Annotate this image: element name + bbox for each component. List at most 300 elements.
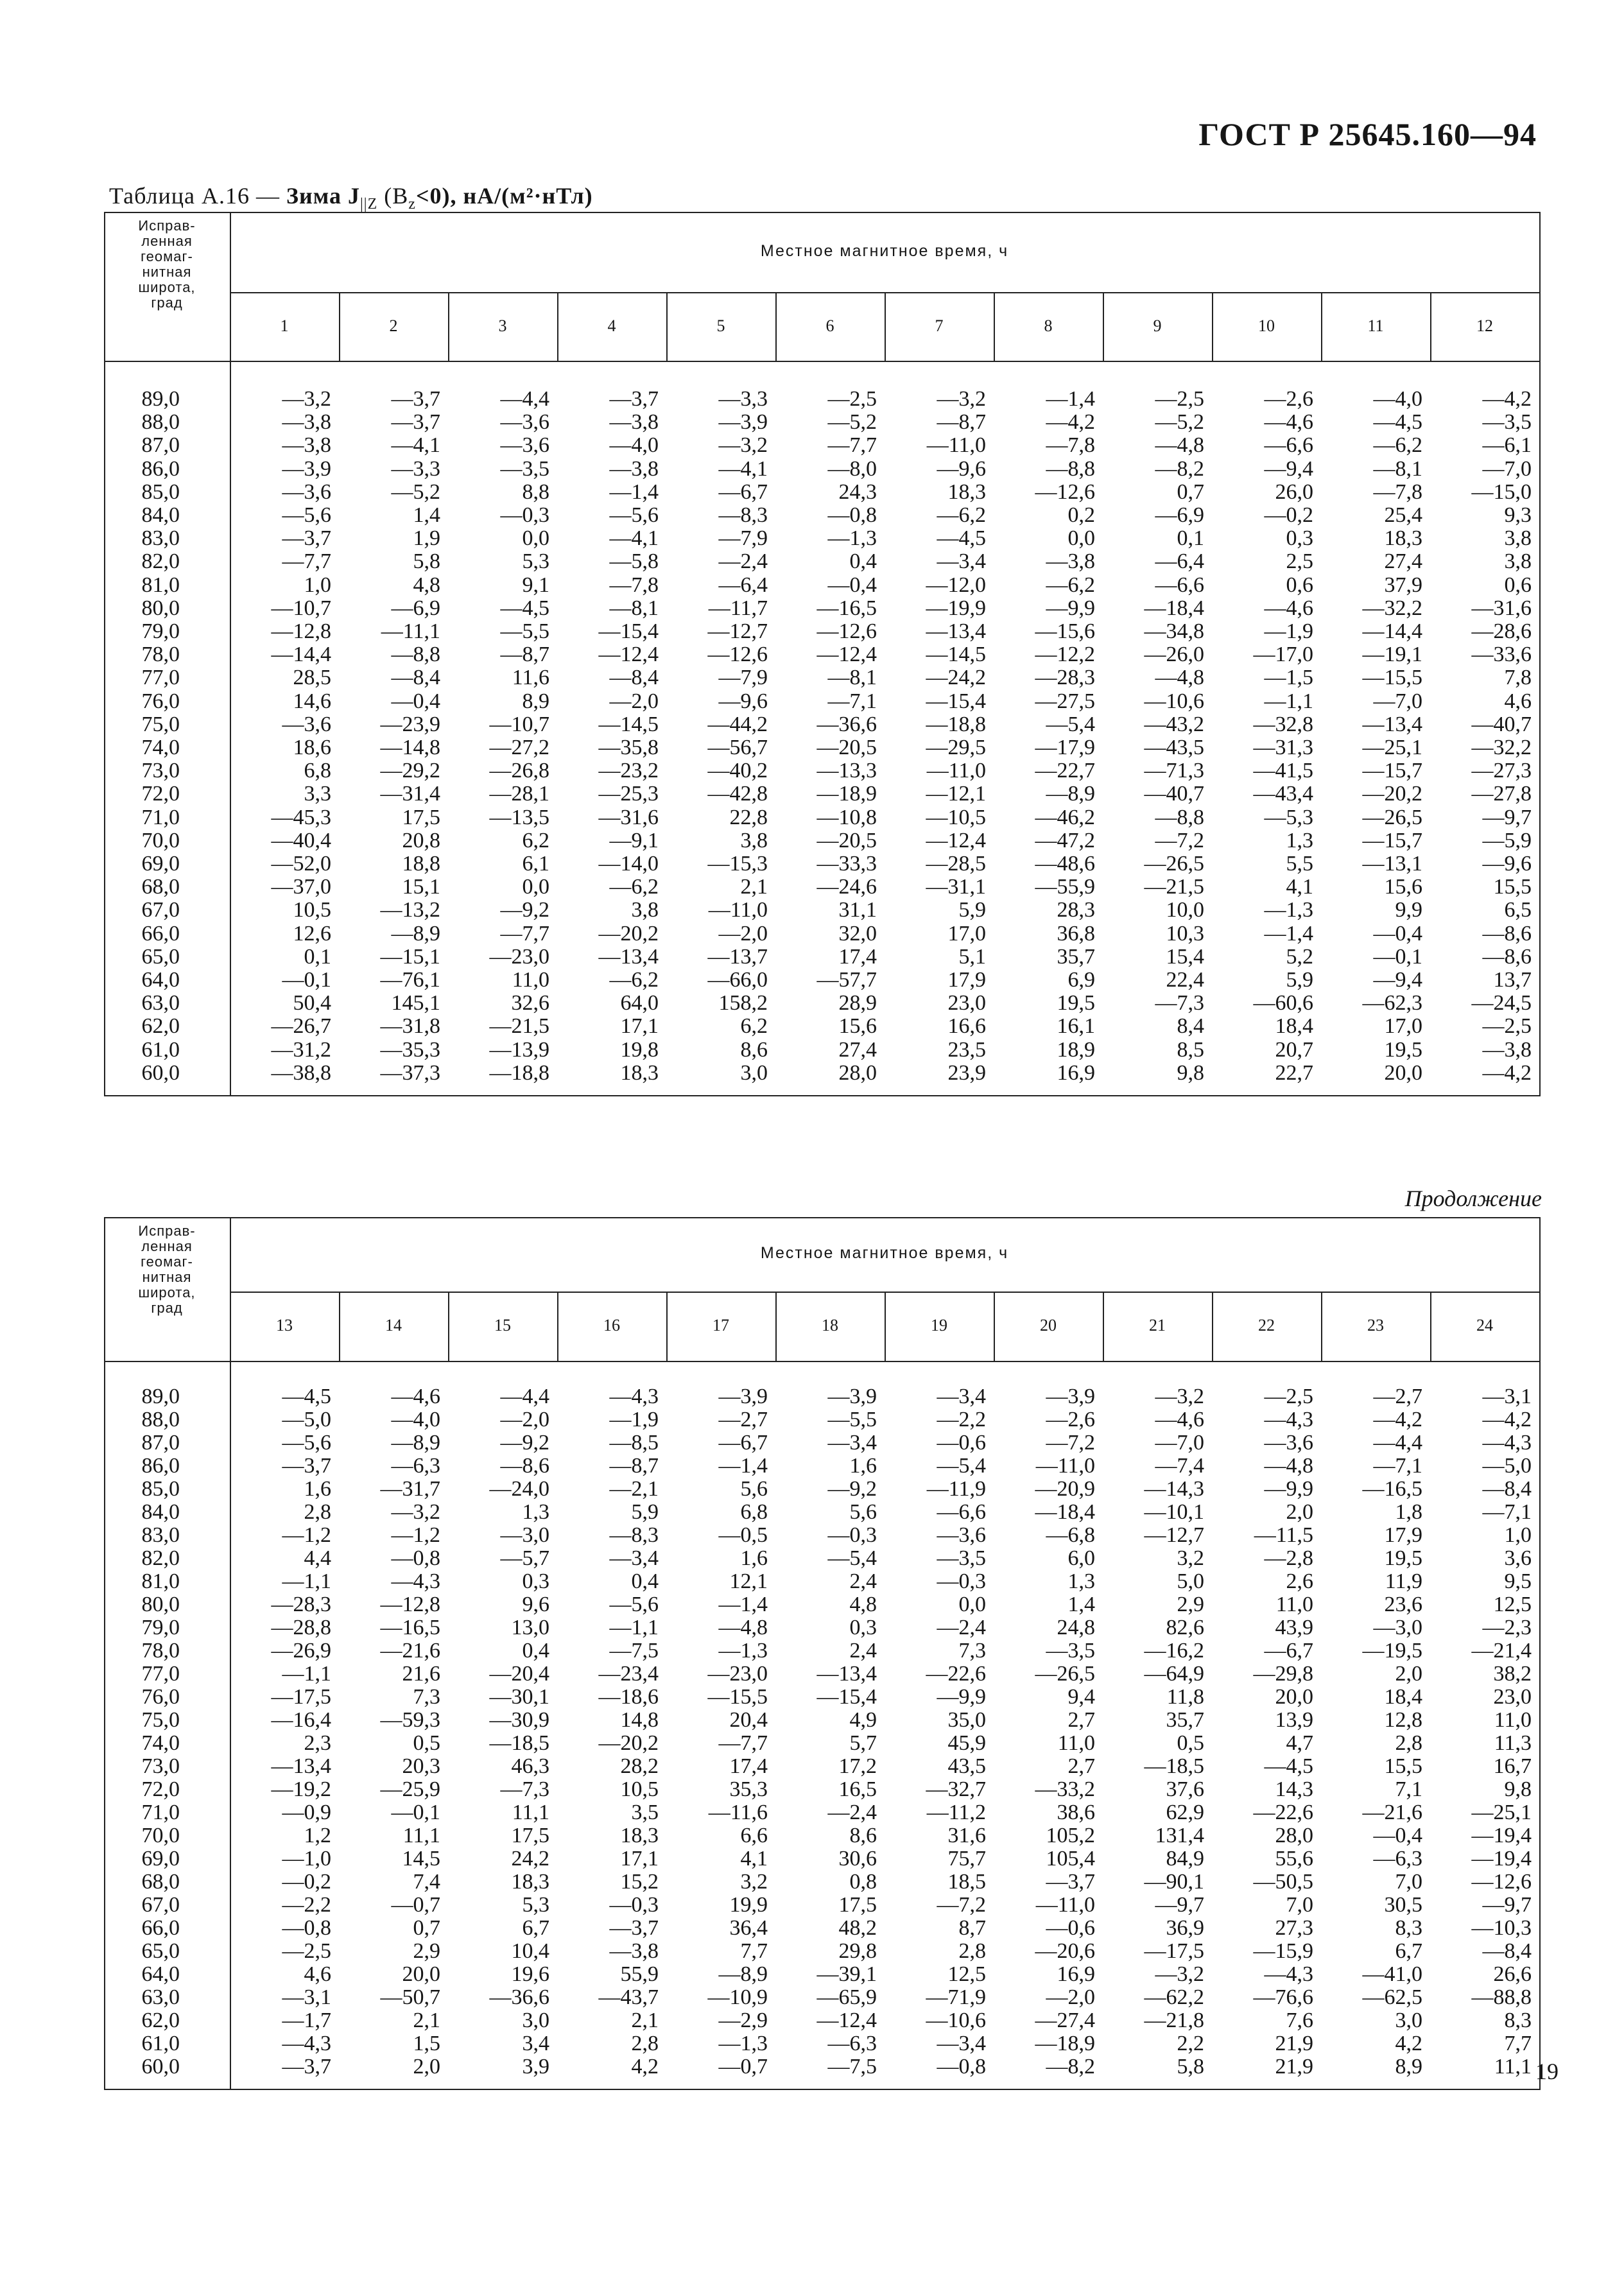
value-cell: —0,8 <box>937 2055 986 2079</box>
value-cell: —12,6 <box>707 643 768 667</box>
value-cell: 2,0 <box>1395 1662 1422 1686</box>
latitude-cell: 69,0 <box>141 852 180 876</box>
hour-column-header: 14 <box>385 1316 402 1335</box>
value-cell: 2,5 <box>1286 549 1313 574</box>
value-cell: —1,4 <box>1264 921 1313 946</box>
value-cell: 11,1 <box>512 1801 549 1824</box>
value-cell: —2,7 <box>718 1408 768 1431</box>
value-cell: —7,8 <box>1046 433 1095 458</box>
value-cell: 6,0 <box>1067 1546 1095 1570</box>
caption-formula: Зима J <box>286 183 360 209</box>
table-row <box>104 411 1541 434</box>
table-row <box>104 666 1541 689</box>
value-cell: —76,6 <box>1253 1985 1313 2009</box>
value-cell: 15,5 <box>1493 875 1532 899</box>
value-cell: 11,8 <box>1166 1685 1204 1709</box>
value-cell: 24,3 <box>838 480 877 504</box>
value-cell: —6,3 <box>1373 1847 1422 1871</box>
table-row <box>104 1039 1541 1062</box>
value-cell: 17,5 <box>511 1824 549 1847</box>
value-cell: —31,3 <box>1253 736 1313 759</box>
value-cell: —9,2 <box>500 898 549 922</box>
value-cell: —26,0 <box>1144 643 1204 667</box>
value-cell: —4,0 <box>1373 387 1422 411</box>
value-cell: —5,4 <box>937 1454 986 1478</box>
value-cell: —17,5 <box>271 1685 331 1709</box>
value-cell: —0,4 <box>391 689 440 713</box>
value-cell: —4,1 <box>718 456 768 481</box>
hour-column-header: 5 <box>716 316 725 335</box>
value-cell: —22,6 <box>1253 1801 1313 1824</box>
value-cell: —10,9 <box>707 1985 768 2009</box>
value-cell: —4,8 <box>1264 1454 1313 1478</box>
value-cell: —31,4 <box>380 782 440 806</box>
value-cell: 5,0 <box>1177 1569 1204 1593</box>
table-row <box>104 1709 1541 1732</box>
value-cell: —3,8 <box>282 410 331 435</box>
table-row <box>104 1801 1541 1824</box>
value-cell: —8,0 <box>827 456 877 481</box>
value-cell: 2,2 <box>1177 2032 1204 2055</box>
value-cell: 19,5 <box>1384 1037 1422 1062</box>
value-cell: 15,5 <box>1384 1754 1422 1778</box>
value-cell: —62,5 <box>1362 1985 1422 2009</box>
latitude-cell: 65,0 <box>141 1939 180 1963</box>
value-cell: —27,5 <box>1035 689 1095 713</box>
value-cell: 55,6 <box>1275 1847 1313 1871</box>
caption-prefix: Таблица А.16 — <box>109 183 286 209</box>
value-cell: —2,8 <box>1264 1546 1313 1570</box>
value-cell: 11,1 <box>1494 2055 1532 2079</box>
table-row <box>104 1062 1541 1085</box>
value-cell: 1,3 <box>522 1500 549 1524</box>
value-cell: —3,3 <box>718 387 768 411</box>
value-cell: —2,4 <box>718 549 768 574</box>
value-cell: —20,4 <box>489 1662 549 1686</box>
value-cell: —18,9 <box>816 782 877 806</box>
value-cell: 20,4 <box>729 1708 768 1732</box>
value-cell: —3,6 <box>937 1523 986 1547</box>
value-cell: —2,2 <box>282 1893 331 1917</box>
latitude-cell: 66,0 <box>141 1916 180 1940</box>
table-row <box>104 574 1541 597</box>
value-cell: 3,0 <box>522 2009 549 2032</box>
value-cell: —6,1 <box>1482 433 1532 458</box>
table-row <box>104 992 1541 1015</box>
value-cell: —31,6 <box>598 805 659 829</box>
value-cell: 38,6 <box>1057 1801 1095 1824</box>
value-cell: —1,3 <box>718 2032 768 2055</box>
value-cell: —25,9 <box>380 1777 440 1801</box>
value-cell: —10,7 <box>489 712 549 736</box>
table-row <box>104 922 1541 946</box>
value-cell: 4,1 <box>740 1847 768 1871</box>
value-cell: 11,0 <box>1275 1593 1313 1616</box>
value-cell: —6,4 <box>1155 549 1204 574</box>
value-cell: —3,8 <box>1482 1037 1532 1062</box>
value-cell: 0,0 <box>1067 526 1095 551</box>
value-cell: —1,9 <box>1264 619 1313 643</box>
value-cell: —3,8 <box>609 1939 659 1963</box>
value-cell: 3,4 <box>522 2032 549 2055</box>
value-cell: —5,4 <box>827 1546 877 1570</box>
value-cell: —4,8 <box>1155 666 1204 690</box>
value-cell: —8,4 <box>1482 1939 1532 1963</box>
value-cell: —20,2 <box>598 1731 659 1755</box>
value-cell: —43,4 <box>1253 782 1313 806</box>
value-cell: 16,1 <box>1057 1014 1095 1039</box>
value-cell: —4,2 <box>1482 1060 1532 1085</box>
value-cell: 7,3 <box>413 1685 440 1709</box>
value-cell: —13,9 <box>489 1037 549 1062</box>
value-cell: 24,2 <box>511 1847 549 1871</box>
value-cell: —12,6 <box>1035 480 1095 504</box>
value-cell: —2,1 <box>609 1477 659 1501</box>
hour-column-header: 22 <box>1258 1316 1275 1335</box>
value-cell: —4,2 <box>1046 410 1095 435</box>
value-cell: —16,5 <box>816 596 877 620</box>
table-row <box>104 1778 1541 1801</box>
value-cell: 22,8 <box>729 805 768 829</box>
latitude-cell: 87,0 <box>141 1431 180 1455</box>
value-cell: —9,2 <box>827 1477 877 1501</box>
latitude-cell: 61,0 <box>141 2032 180 2055</box>
value-cell: —3,7 <box>391 410 440 435</box>
table-row <box>104 550 1541 573</box>
value-cell: 17,5 <box>838 1893 877 1917</box>
value-cell: 1,4 <box>1067 1593 1095 1616</box>
value-cell: 4,6 <box>1504 689 1532 713</box>
value-cell: —0,1 <box>1373 944 1422 969</box>
value-cell: —12,6 <box>816 619 877 643</box>
value-cell: —10,7 <box>271 596 331 620</box>
value-cell: —3,2 <box>1155 1385 1204 1408</box>
page-number: 19 <box>1535 2059 1559 2084</box>
value-cell: 23,0 <box>1493 1685 1532 1709</box>
value-cell: —8,4 <box>609 666 659 690</box>
value-cell: —4,6 <box>1155 1408 1204 1431</box>
value-cell: —3,6 <box>282 480 331 504</box>
value-cell: —7,7 <box>282 549 331 574</box>
value-cell: 2,8 <box>958 1939 986 1963</box>
value-cell: —0,6 <box>1046 1916 1095 1940</box>
value-cell: 16,7 <box>1493 1754 1532 1778</box>
value-cell: 48,2 <box>838 1916 877 1940</box>
value-cell: —9,4 <box>1264 456 1313 481</box>
local-time-header: Местное магнитное время, ч <box>760 241 1009 260</box>
value-cell: —57,7 <box>816 968 877 992</box>
value-cell: 36,9 <box>1166 1916 1204 1940</box>
table-row <box>104 713 1541 736</box>
value-cell: 10,5 <box>293 898 331 922</box>
latitude-cell: 63,0 <box>141 991 180 1016</box>
latitude-header-line: геомаг- <box>141 248 193 264</box>
latitude-cell: 82,0 <box>141 1546 180 1570</box>
value-cell: 1,0 <box>304 573 331 597</box>
value-cell: —8,4 <box>1482 1477 1532 1501</box>
value-cell: 17,0 <box>947 921 986 946</box>
value-cell: —0,5 <box>718 1523 768 1547</box>
value-cell: 7,8 <box>1504 666 1532 690</box>
table-row <box>104 1616 1541 1639</box>
value-cell: —3,6 <box>1264 1431 1313 1455</box>
value-cell: 35,7 <box>1166 1708 1204 1732</box>
value-cell: 2,7 <box>1067 1754 1095 1778</box>
value-cell: —25,1 <box>1362 736 1422 759</box>
value-cell: —11,5 <box>1254 1523 1313 1547</box>
value-cell: —60,6 <box>1253 991 1313 1016</box>
document-header: ГОСТ Р 25645.160—94 <box>1198 116 1537 152</box>
latitude-cell: 73,0 <box>141 1754 180 1778</box>
value-cell: —3,9 <box>1046 1385 1095 1408</box>
latitude-cell: 77,0 <box>141 666 180 690</box>
latitude-cell: 74,0 <box>141 736 180 759</box>
table-row <box>104 481 1541 504</box>
value-cell: —6,3 <box>827 2032 877 2055</box>
value-cell: —5,6 <box>282 503 331 527</box>
value-cell: 5,2 <box>1286 944 1313 969</box>
value-cell: —2,5 <box>1264 1385 1313 1408</box>
value-cell: 8,9 <box>1395 2055 1422 2079</box>
value-cell: 0,1 <box>304 944 331 969</box>
value-cell: 15,6 <box>1384 875 1422 899</box>
value-cell: —3,5 <box>500 456 549 481</box>
value-cell: 18,9 <box>1057 1037 1095 1062</box>
value-cell: —16,5 <box>1362 1477 1422 1501</box>
value-cell: —13,4 <box>816 1662 877 1686</box>
value-cell: —0,3 <box>609 1893 659 1917</box>
value-cell: —12,4 <box>816 2009 877 2032</box>
table-row <box>104 829 1541 852</box>
value-cell: 3,6 <box>1504 1546 1532 1570</box>
table-row <box>104 620 1541 643</box>
value-cell: —7,2 <box>937 1893 986 1917</box>
latitude-header-line: град <box>151 1300 183 1316</box>
latitude-cell: 67,0 <box>141 1893 180 1917</box>
value-cell: —9,6 <box>1482 852 1532 876</box>
value-cell: 37,9 <box>1384 573 1422 597</box>
hour-column-header: 3 <box>498 316 507 335</box>
value-cell: 2,4 <box>849 1569 877 1593</box>
value-cell: 1,0 <box>1504 1523 1532 1547</box>
value-cell: —44,2 <box>707 712 768 736</box>
value-cell: —13,4 <box>271 1754 331 1778</box>
table-caption <box>109 182 593 213</box>
value-cell: 6,2 <box>522 828 549 852</box>
value-cell: —43,5 <box>1144 736 1204 759</box>
value-cell: —29,8 <box>1253 1662 1313 1686</box>
value-cell: 17,9 <box>947 968 986 992</box>
value-cell: 35,3 <box>729 1777 768 1801</box>
table-row <box>104 946 1541 969</box>
latitude-header-line: Исправ- <box>138 218 196 234</box>
value-cell: 45,9 <box>947 1731 986 1755</box>
value-cell: —3,7 <box>1046 1870 1095 1894</box>
value-cell: —11,0 <box>926 759 986 783</box>
value-cell: 30,5 <box>1384 1893 1422 1917</box>
value-cell: —15,5 <box>707 1685 768 1709</box>
value-cell: 11,9 <box>1385 1569 1422 1593</box>
value-cell: —64,9 <box>1144 1662 1204 1686</box>
value-cell: 13,7 <box>1493 968 1532 992</box>
value-cell: —3,1 <box>282 1985 331 2009</box>
value-cell: —0,4 <box>827 573 877 597</box>
value-cell: —4,8 <box>1155 433 1204 458</box>
value-cell: 8,5 <box>1177 1037 1204 1062</box>
value-cell: —12,1 <box>926 782 986 806</box>
value-cell: 0,3 <box>522 1569 549 1593</box>
value-cell: —1,2 <box>282 1523 331 1547</box>
value-cell: —32,7 <box>926 1777 986 1801</box>
value-cell: —3,2 <box>282 387 331 411</box>
value-cell: —21,8 <box>1144 2009 1204 2032</box>
value-cell: —37,3 <box>380 1060 440 1085</box>
hour-column-header: 6 <box>825 316 834 335</box>
value-cell: —15,6 <box>1035 619 1095 643</box>
value-cell: —4,0 <box>609 433 659 458</box>
value-cell: —4,5 <box>937 526 986 551</box>
value-cell: —7,5 <box>609 1639 659 1663</box>
value-cell: —31,7 <box>380 1477 440 1501</box>
value-cell: 12,5 <box>1493 1593 1532 1616</box>
value-cell: —18,4 <box>1144 596 1204 620</box>
value-cell: 2,8 <box>631 2032 659 2055</box>
value-cell: —18,4 <box>1035 1500 1095 1524</box>
table-row <box>104 1755 1541 1778</box>
table-row <box>104 527 1541 550</box>
value-cell: 16,9 <box>1057 1060 1095 1085</box>
value-cell: 105,2 <box>1046 1824 1095 1847</box>
table-row <box>104 1686 1541 1709</box>
value-cell: —3,5 <box>937 1546 986 1570</box>
value-cell: 27,4 <box>1384 549 1422 574</box>
value-cell: 43,9 <box>1275 1616 1313 1639</box>
value-cell: —3,4 <box>937 1385 986 1408</box>
value-cell: —3,7 <box>282 526 331 551</box>
value-cell: 20,7 <box>1275 1037 1313 1062</box>
latitude-cell: 76,0 <box>141 1685 180 1709</box>
value-cell: —27,4 <box>1035 2009 1095 2032</box>
latitude-cell: 83,0 <box>141 1523 180 1547</box>
value-cell: —0,4 <box>1373 921 1422 946</box>
hour-column-header: 13 <box>276 1316 293 1335</box>
latitude-cell: 80,0 <box>141 596 180 620</box>
value-cell: —18,8 <box>489 1060 549 1085</box>
value-cell: 19,5 <box>1384 1546 1422 1570</box>
value-cell: 3,0 <box>1395 2009 1422 2032</box>
value-cell: —5,0 <box>1482 1454 1532 1478</box>
value-cell: —19,5 <box>1362 1639 1422 1663</box>
value-cell: —15,0 <box>1471 480 1532 504</box>
hour-column-header: 1 <box>280 316 289 335</box>
value-cell: —37,0 <box>271 875 331 899</box>
value-cell: —6,4 <box>718 573 768 597</box>
value-cell: —28,5 <box>926 852 986 876</box>
value-cell: —2,5 <box>827 387 877 411</box>
data-table-part2 <box>104 1217 1541 2089</box>
table-row <box>104 504 1541 527</box>
value-cell: —1,9 <box>609 1408 659 1431</box>
value-cell: 7,7 <box>740 1939 768 1963</box>
value-cell: 23,5 <box>947 1037 986 1062</box>
latitude-cell: 79,0 <box>141 619 180 643</box>
value-cell: 18,3 <box>511 1870 549 1894</box>
value-cell: —3,7 <box>609 387 659 411</box>
value-cell: 27,3 <box>1275 1916 1313 1940</box>
value-cell: —40,7 <box>1471 712 1532 736</box>
value-cell: 9,9 <box>1395 898 1422 922</box>
table-row <box>104 1894 1541 1917</box>
value-cell: —11,0 <box>1035 1893 1095 1917</box>
header-bottom-rule <box>104 361 1539 362</box>
table-row <box>104 1547 1541 1570</box>
value-cell: —7,7 <box>827 433 877 458</box>
value-cell: 20,0 <box>402 1962 440 1986</box>
value-cell: —4,3 <box>609 1385 659 1408</box>
latitude-cell: 70,0 <box>141 1824 180 1847</box>
value-cell: 16,9 <box>1057 1962 1095 1986</box>
value-cell: —52,0 <box>271 852 331 876</box>
value-cell: 14,6 <box>293 689 331 713</box>
value-cell: 18,6 <box>293 736 331 759</box>
table-row <box>104 1455 1541 1478</box>
value-cell: —2,4 <box>827 1801 877 1824</box>
value-cell: 5,8 <box>1177 2055 1204 2079</box>
latitude-cell: 78,0 <box>141 1639 180 1663</box>
value-cell: —7,1 <box>827 689 877 713</box>
latitude-cell: 71,0 <box>141 1801 180 1824</box>
value-cell: 21,9 <box>1275 2032 1313 2055</box>
value-cell: 2,1 <box>740 875 768 899</box>
value-cell: —8,1 <box>827 666 877 690</box>
value-cell: 31,1 <box>838 898 877 922</box>
value-cell: —2,4 <box>937 1616 986 1639</box>
value-cell: —10,6 <box>926 2009 986 2032</box>
value-cell: 4,8 <box>413 573 440 597</box>
value-cell: —3,7 <box>391 387 440 411</box>
value-cell: —3,6 <box>500 433 549 458</box>
value-cell: 46,3 <box>511 1754 549 1778</box>
value-cell: —3,9 <box>718 410 768 435</box>
value-cell: —5,2 <box>1155 410 1204 435</box>
value-cell: —4,2 <box>1373 1408 1422 1431</box>
value-cell: —1,5 <box>1264 666 1313 690</box>
value-cell: —9,6 <box>718 689 768 713</box>
table-row <box>104 1663 1541 1686</box>
value-cell: —7,3 <box>1155 991 1204 1016</box>
value-cell: —0,3 <box>827 1523 877 1547</box>
latitude-cell: 68,0 <box>141 1870 180 1894</box>
value-cell: —4,5 <box>500 596 549 620</box>
table-row <box>104 2055 1541 2079</box>
value-cell: —55,9 <box>1035 875 1095 899</box>
value-cell: 5,5 <box>1286 852 1313 876</box>
value-cell: 3,3 <box>304 782 331 806</box>
value-cell: 10,3 <box>1166 921 1204 946</box>
latitude-cell: 85,0 <box>141 480 180 504</box>
value-cell: —3,7 <box>282 1454 331 1478</box>
value-cell: —31,2 <box>271 1037 331 1062</box>
value-cell: —16,4 <box>271 1708 331 1732</box>
value-cell: 9,4 <box>1067 1685 1095 1709</box>
value-cell: —1,0 <box>282 1847 331 1871</box>
value-cell: 0,7 <box>1177 480 1204 504</box>
value-cell: —0,1 <box>282 968 331 992</box>
value-cell: —6,9 <box>1155 503 1204 527</box>
table-row <box>104 1986 1541 2009</box>
value-cell: —0,8 <box>282 1916 331 1940</box>
value-cell: —12,8 <box>271 619 331 643</box>
